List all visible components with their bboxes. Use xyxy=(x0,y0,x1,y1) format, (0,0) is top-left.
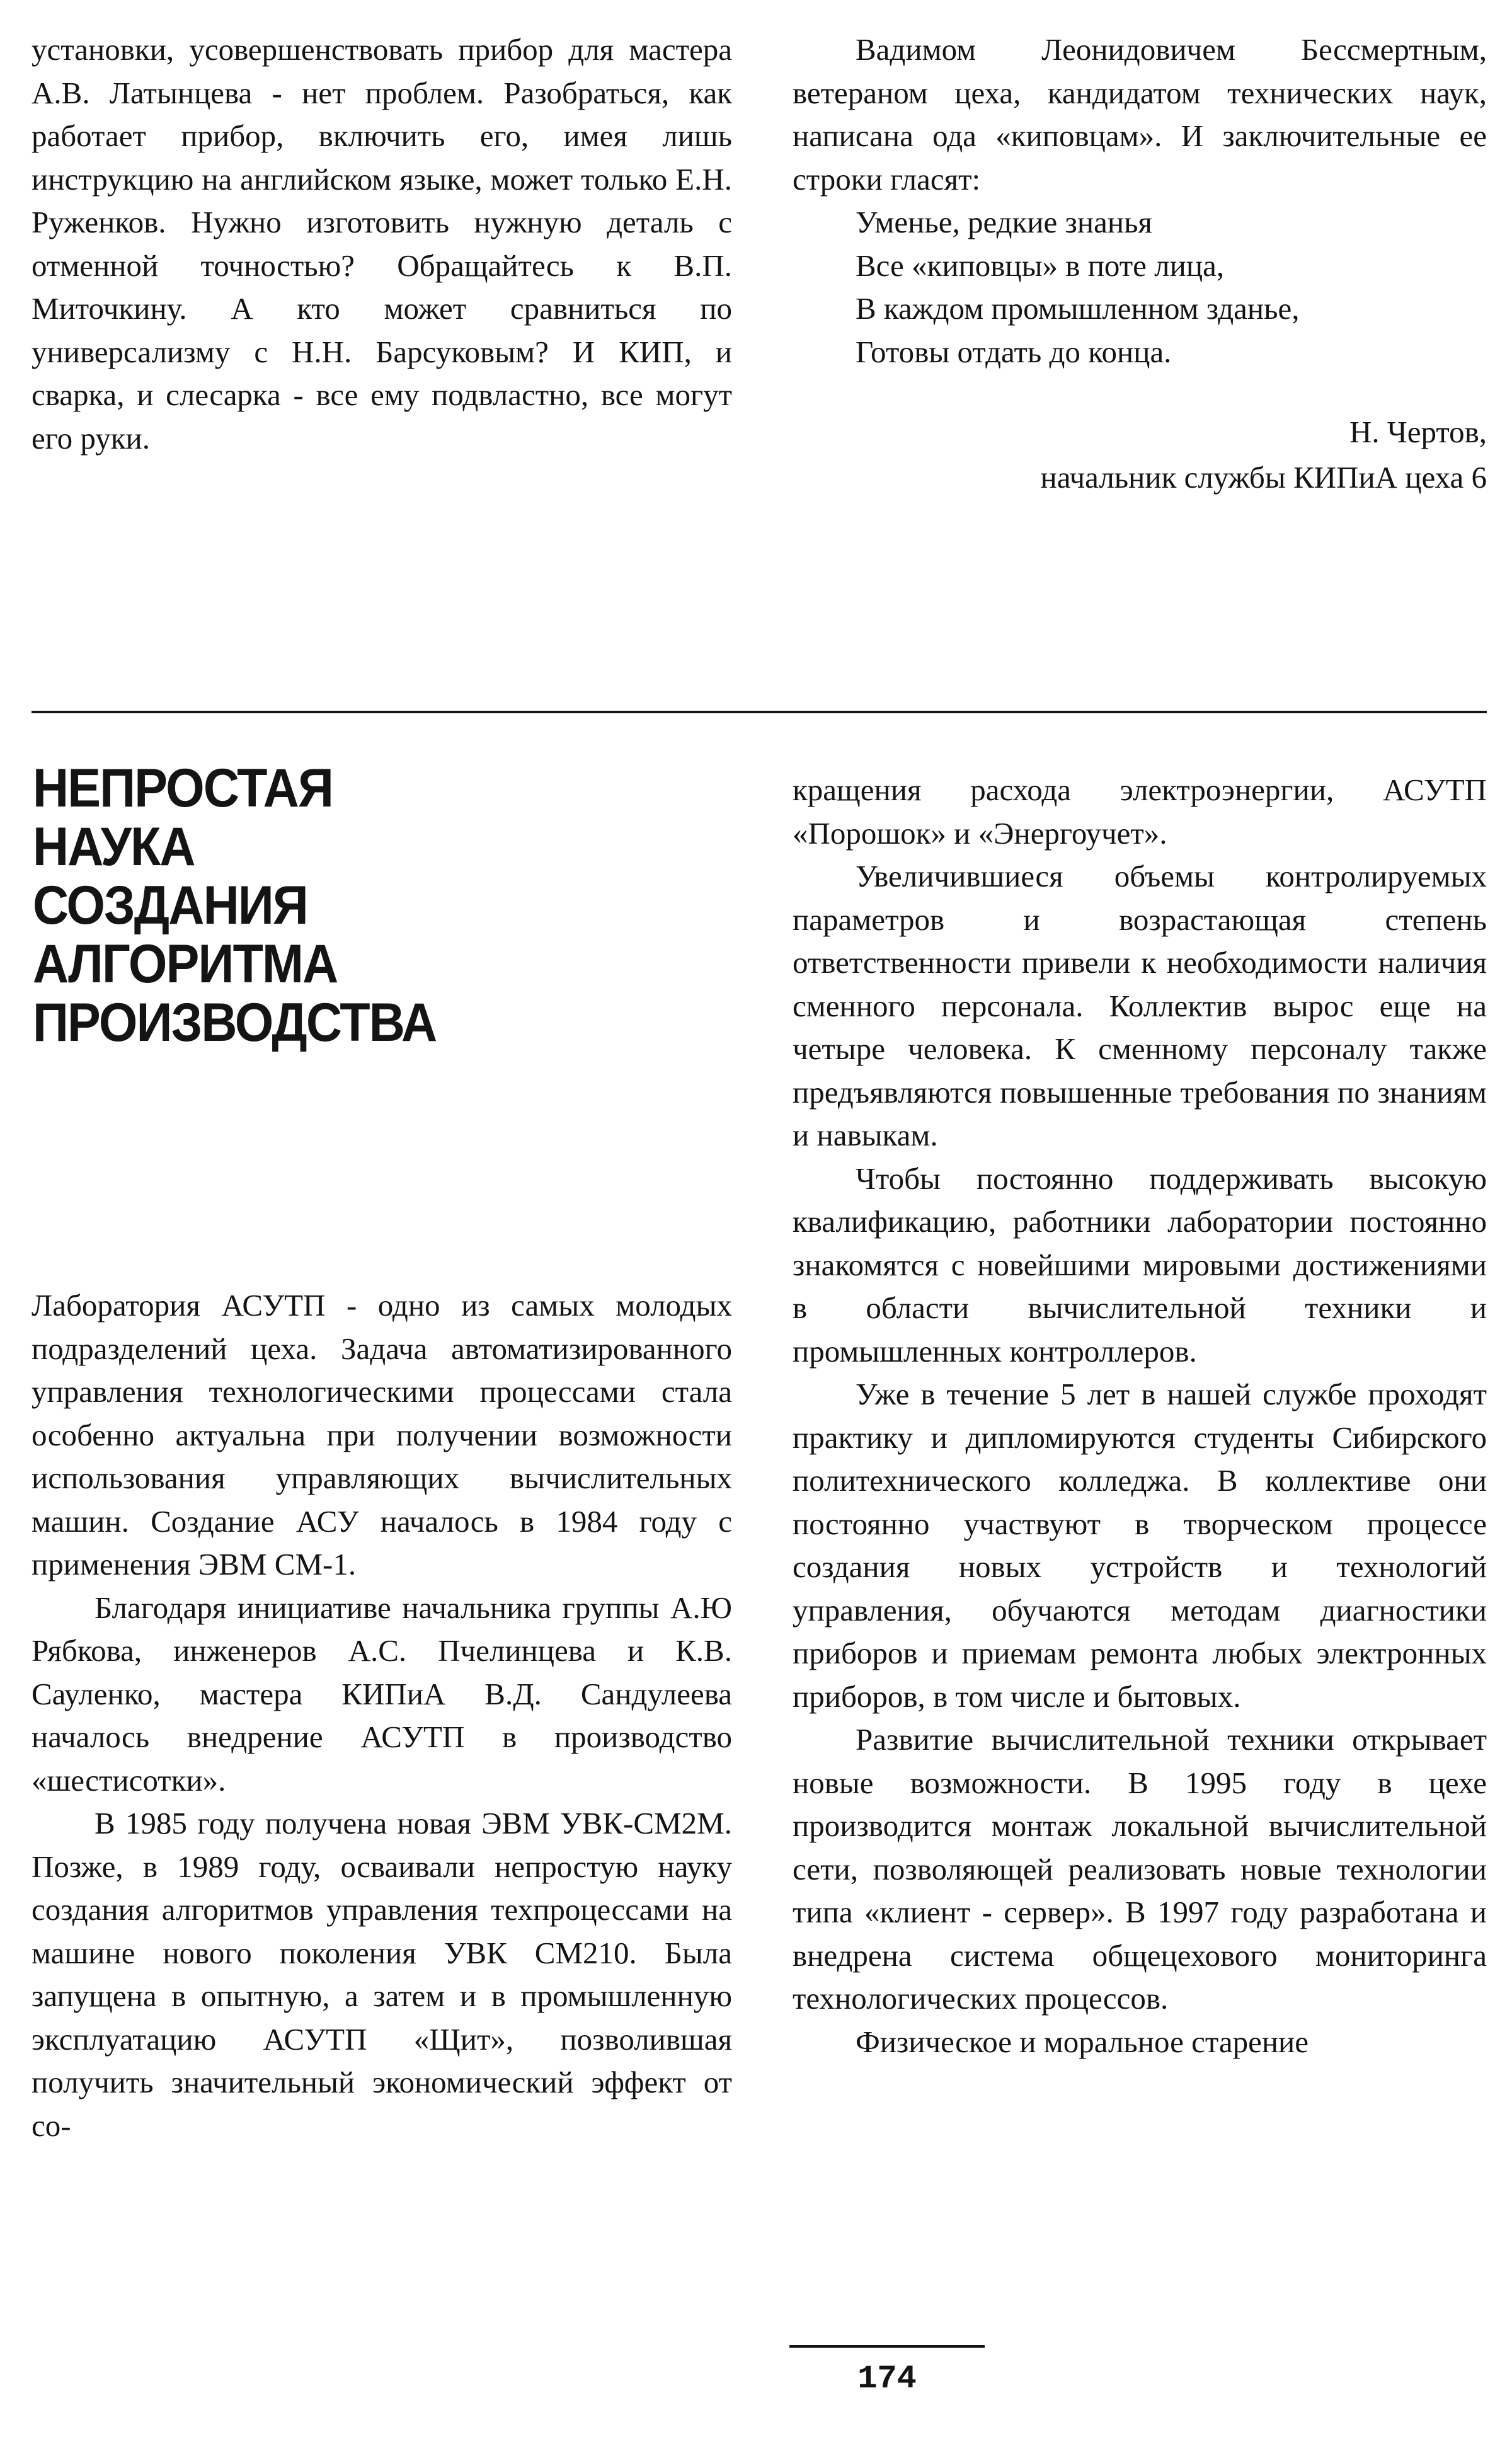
article-paragraph: В 1985 году получена новая ЭВМ УВК-СМ2М. Позже, в 1989 году, осваивали непростую науку создания алгоритмов управления техпроцессами на машине нового поколения УВК СМ210. Была запущена в опытную, а затем и в промышленную эксплуатацию АСУТП «Щит», позволившая получить значительный экономический эффект от со- xyxy=(32,1806,732,2143)
article-paragraph: Благодаря инициативе начальника группы А.Ю Рябкова, инженеров А.С. Пчелинцева и К.В. Сауленко, мастера КИПиА В.Д. Сандулеева началось внедрение АСУТП в производство «шестисотки». xyxy=(32,1590,732,1798)
poem-line: В каждом промышленном зданье, xyxy=(856,291,1300,326)
article-paragraph: Лаборатория АСУТП - одно из самых молодых подразделений цеха. Задача автоматизированного управления технологическими процессами стала особенно актуальна при получении возможности использования управляющих вычислительных машин. Создание АСУ началось в 1984 году с применения ЭВМ СМ-1. xyxy=(32,1288,732,1582)
article-left-column xyxy=(32,1284,732,2147)
article-paragraph: Чтобы постоянно поддерживать высокую квалификацию, работники лаборатории постоянно знакомятся с новейшими мировыми достижениями в области вычислительной техники и промышленных контроллеров. xyxy=(793,1161,1487,1369)
article-paragraph: Развитие вычислительной техники открывает новые возможности. В 1995 году в цехе производится монтаж локальной вычислительной сети, позволяющей реализовать новые технологии типа «клиент - сервер». В 1997 году разработана и внедрена система общецехового мониторинга технологических процессов. xyxy=(793,1722,1487,2016)
poem-stanza xyxy=(793,201,1487,374)
signature-name: Н. Чертов, xyxy=(1349,415,1487,449)
headline-line: АЛГОРИТМА xyxy=(33,934,338,994)
section-divider xyxy=(32,711,1487,713)
signature-block xyxy=(1041,410,1487,500)
signature-title: начальник службы КИПиА цеха 6 xyxy=(1040,460,1487,495)
page-number: 174 xyxy=(857,2360,917,2397)
article-headline xyxy=(33,759,670,1052)
article-paragraph: Увеличившиеся объемы контролируемых параметров и возрастающая степень ответственности привели к необходимости наличия сменного персонала. Коллектив вырос еще на четыре человека. К сменному персоналу также предъявляются повышенные требования по знаниям и навыкам. xyxy=(793,859,1487,1152)
poem-line: Готовы отдать до конца. xyxy=(856,334,1172,369)
article-paragraph: кращения расхода электроэнергии, АСУТП «Порошок» и «Энергоучет». xyxy=(793,772,1487,851)
headline-line: СОЗДАНИЯ xyxy=(33,875,307,936)
headline-line: НЕПРОСТАЯ xyxy=(33,758,333,818)
poem-line: Уменье, редкие знанья xyxy=(856,205,1152,239)
continuation-right-paragraph: Вадимом Леонидовичем Бессмертным, ветераном цеха, кандидатом технических наук, написана ода «киповцам». И заключительные ее строки гласят: xyxy=(793,32,1487,197)
headline-line: НАУКА xyxy=(33,817,195,877)
article-paragraph: Физическое и моральное старение xyxy=(856,2024,1309,2059)
article-right-column xyxy=(793,769,1487,2064)
footer-rule xyxy=(789,2345,985,2348)
continuation-left-column xyxy=(32,28,732,460)
article-paragraph: Уже в течение 5 лет в нашей службе проходят практику и дипломируются студенты Сибирского политехнического колледжа. В коллективе они постоянно участвуют в творческом процессе создания новых устройств и технологий управления, обучаются методам диагностики приборов и приемам ремонта любых электронных приборов, в том числе и бытовых. xyxy=(793,1377,1487,1714)
continuation-left-paragraph: установки, усовершенствовать прибор для мастера А.В. Латынцева - нет проблем. Разобраться, как работает прибор, включить его, имея лишь инструкцию на английском языке, может только Е.Н. Руженков. Нужно изготовить нужную деталь с отменной точностью? Обращайтесь к В.П. Миточкину. А кто может сравниться по универсализму с Н.Н. Барсуковым? И КИП, и сварка, и слесарка - все ему подвластно, все могут его руки. xyxy=(32,32,732,456)
headline-line: ПРОИЗВОДСТВА xyxy=(33,992,437,1053)
poem-line: Все «киповцы» в поте лица, xyxy=(856,248,1225,283)
continuation-right-column xyxy=(793,28,1487,374)
